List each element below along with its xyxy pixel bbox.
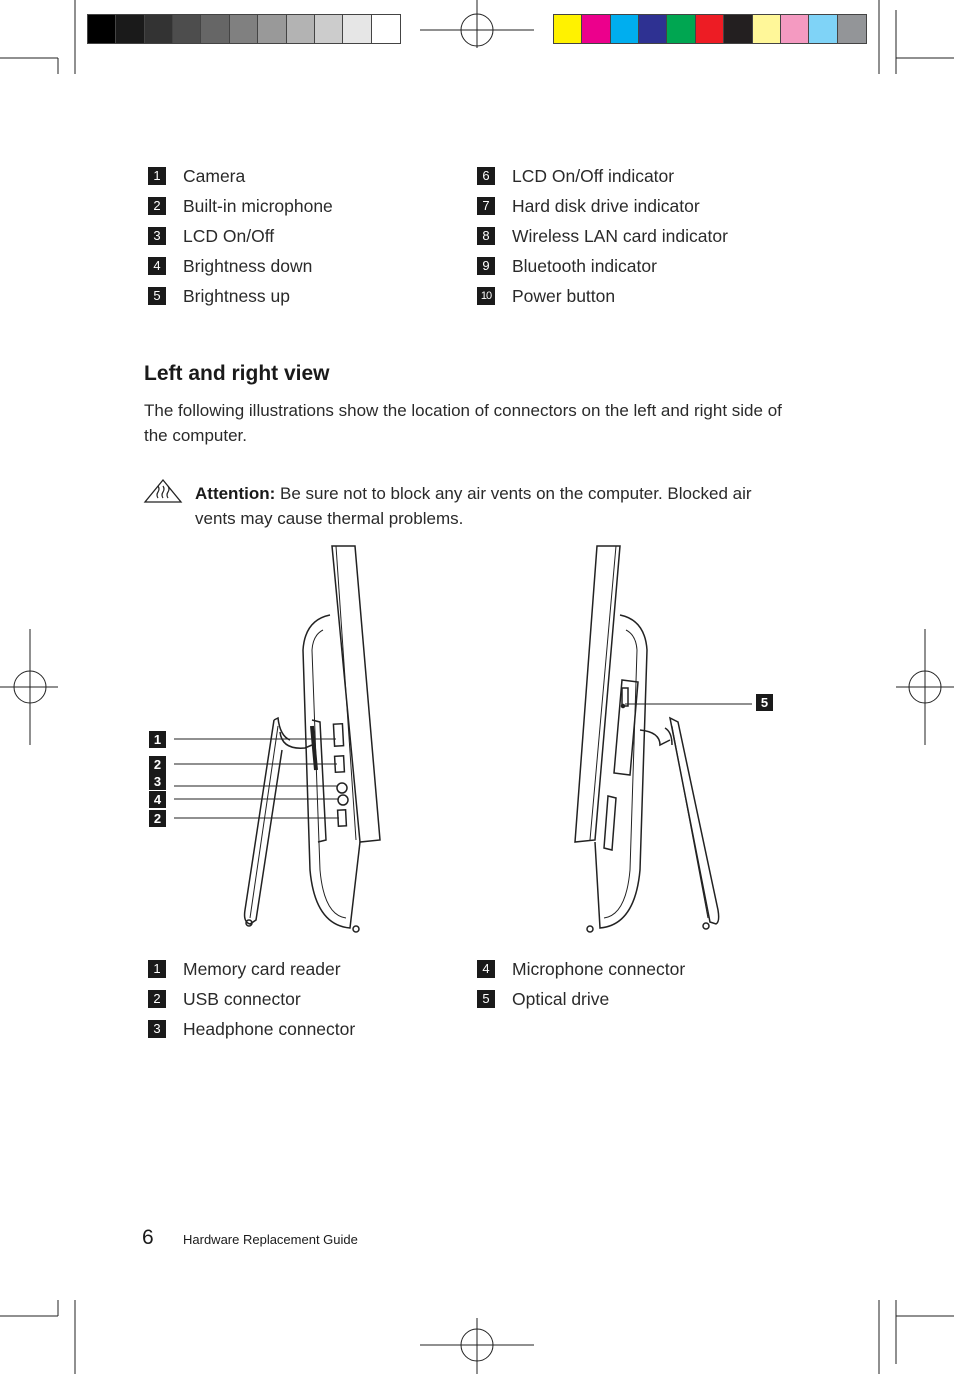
legend-label: Memory card reader [183,958,341,979]
legend-label: Wireless LAN card indicator [512,225,728,246]
legend-number: 1 [148,167,166,185]
legend-number: 5 [148,287,166,305]
legend-label: Microphone connector [512,958,686,979]
legend-label: Camera [183,165,246,186]
section-heading: Left and right view [144,362,330,385]
legend-number: 8 [477,227,495,245]
callout-number: 5 [756,694,773,711]
side-view-legend [148,957,808,1047]
section-intro: The following illustrations show the location of connectors on the left and right side of the computer. [144,401,782,445]
legend-label: Hard disk drive indicator [512,195,700,216]
page-number: 6 [142,1226,154,1249]
legend-label: Bluetooth indicator [512,255,657,276]
legend-label: Brightness up [183,285,291,306]
legend-number: 2 [148,990,166,1008]
legend-number: 3 [148,227,166,245]
legend-label: Headphone connector [183,1018,356,1039]
legend-item [148,1017,355,1041]
callout-number: 1 [149,731,166,748]
legend-label: LCD On/Off indicator [512,165,675,186]
legend-item [148,987,301,1011]
legend-label: Built-in microphone [183,195,333,216]
callout-number: 2 [149,756,166,773]
legend-label: USB connector [183,988,301,1009]
legend-number: 1 [148,960,166,978]
legend-label: Optical drive [512,988,610,1009]
footer-title: Hardware Replacement Guide [183,1232,358,1247]
attention-text: Be sure not to block any air vents on the computer. Blocked air vents may cause thermal problems. [195,484,752,528]
legend-label: Power button [512,285,616,306]
legend-number: 5 [477,990,495,1008]
legend-item [477,987,609,1011]
legend-number: 9 [477,257,495,275]
legend-number: 10 [477,287,495,305]
legend-item [148,957,341,981]
legend-number: 7 [477,197,495,215]
legend-label: Brightness down [183,255,313,276]
legend-item [477,957,685,981]
callout-number: 2 [149,810,166,827]
attention-label: Attention: [195,484,276,503]
legend-number: 4 [148,257,166,275]
legend-number: 4 [477,960,495,978]
legend-number: 3 [148,1020,166,1038]
callout-number: 4 [149,791,166,808]
legend-number: 2 [148,197,166,215]
legend-label: LCD On/Off [183,225,275,246]
callout-number: 3 [149,773,166,790]
legend-number: 6 [477,167,495,185]
